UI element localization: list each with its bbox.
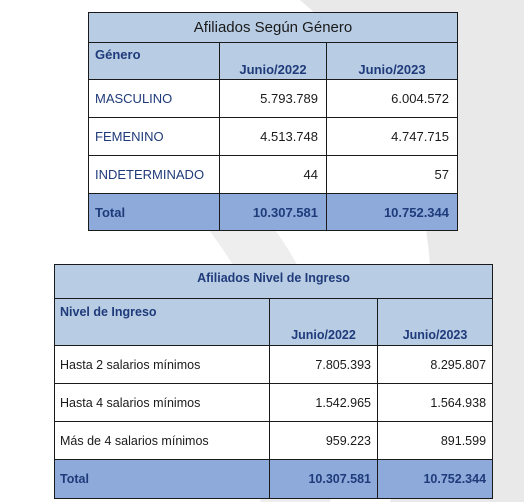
year-2022-column-header: Junio/2022 [270,299,378,346]
value-2023: 4.747.715 [327,118,458,156]
income-level-column-header: Nivel de Ingreso [55,299,270,346]
value-2023: 1.564.938 [378,384,493,422]
total-row [55,460,493,499]
total-label: Total [89,194,220,231]
value-2023: 57 [327,156,458,194]
value-2023: 6.004.572 [327,80,458,118]
value-2022: 959.223 [270,422,378,460]
table-row [55,422,493,460]
gender-affiliates-table [88,12,458,231]
year-2023-column-header: Junio/2023 [378,299,493,346]
income-affiliates-table [54,264,493,499]
row-label: INDETERMINADO [89,156,220,194]
row-label: FEMENINO [89,118,220,156]
row-label: Hasta 4 salarios mínimos [55,384,270,422]
value-2022: 1.542.965 [270,384,378,422]
table-row [89,80,458,118]
table-row [55,346,493,384]
value-2023: 891.599 [378,422,493,460]
total-2022: 10.307.581 [270,460,378,499]
year-2022-column-header: Junio/2022 [220,43,327,80]
total-2022: 10.307.581 [220,194,327,231]
total-row [89,194,458,231]
year-2023-column-header: Junio/2023 [327,43,458,80]
row-label: Hasta 2 salarios mínimos [55,346,270,384]
table-row [89,118,458,156]
value-2022: 44 [220,156,327,194]
gender-table-title: Afiliados Según Género [89,13,458,43]
gender-column-header: Género [89,43,220,80]
table-row [89,156,458,194]
value-2022: 4.513.748 [220,118,327,156]
income-table-title: Afiliados Nivel de Ingreso [55,265,493,299]
value-2022: 5.793.789 [220,80,327,118]
row-label: MASCULINO [89,80,220,118]
total-2023: 10.752.344 [378,460,493,499]
row-label: Más de 4 salarios mínimos [55,422,270,460]
table-row [55,384,493,422]
value-2023: 8.295.807 [378,346,493,384]
total-label: Total [55,460,270,499]
gender-table-header-row [89,43,458,80]
income-table-header-row [55,299,493,346]
total-2023: 10.752.344 [327,194,458,231]
value-2022: 7.805.393 [270,346,378,384]
